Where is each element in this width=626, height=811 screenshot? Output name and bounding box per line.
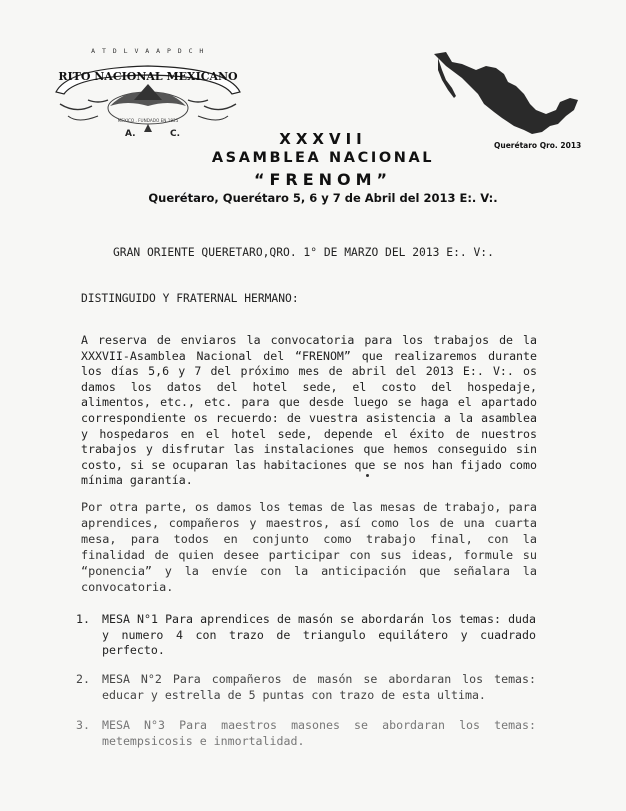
rito-nacional-logo xyxy=(48,44,248,140)
mesa-text: MESA N°1 Para aprendices de masón se abordarán los temas: duda y numero 4 con trazo de triangulo equilátero y cuadrado perfecto. xyxy=(102,612,536,658)
mesa-number: 2. xyxy=(76,672,90,686)
mexico-map xyxy=(432,48,582,143)
logo-top-text: A T D L V A A P D C H xyxy=(91,47,205,55)
logo-suffix-right: C. xyxy=(170,129,181,139)
frenom-title: “FRENOM” xyxy=(253,170,393,189)
map-caption: Querétaro Qro. 2013 xyxy=(494,141,582,150)
logo-suffix-left: A. xyxy=(125,129,136,139)
list-item-mesa-2 xyxy=(76,672,536,703)
list-item-mesa-3 xyxy=(76,718,536,749)
mesa-number: 3. xyxy=(76,718,90,732)
logo-ring-text: MEXICO . FUNDADO EN 1825 xyxy=(117,118,179,123)
logo-name: RITO NACIONAL MEXICANO xyxy=(58,70,238,83)
mesa-text: MESA N°3 Para maestros masones se abordaran los temas: metempsicosis e inmortalidad. xyxy=(102,718,536,748)
paragraph-2: Por otra parte, os damos los temas de las mesas de trabajo, para aprendices, compañeros y maestros, así como los de una cuarta mesa, para todos en conjunto como trabajo final, con la finalidad de quien desee participar con sus ideas, formule su “ponencia” y la envíe con la anticipación que señalara la convocatoria. xyxy=(81,500,537,594)
assembly-title: ASAMBLEA NACIONAL xyxy=(211,150,435,166)
assembly-location-date: Querétaro, Querétaro 5, 6 y 7 de Abril del 2013 E:. V:. xyxy=(148,191,498,205)
letter-date-line: GRAN ORIENTE QUERETARO,QRO. 1° DE MARZO DEL 2013 E:. V:. xyxy=(113,246,494,259)
mesa-text: MESA N°2 Para compañeros de masón se abordaran los temas: educar y estrella de 5 puntas con trazo de esta ultima. xyxy=(102,672,536,702)
paragraph-1: A reserva de enviaros la convocatoria para los trabajos de la XXXVII-Asamblea Nacional del “FRENOM” que realizaremos durante los días 5,6 y 7 del próximo mes de abril del 2013 E:. V:. os damos los datos del hotel sede, el costo del hospedaje, alimentos, etc., etc. para que desde luego se haga el apartado correspondiente os recuerdo: de vuestra asistencia a la asamblea y hospedaros en el hotel sede, depende el éxito de nuestros trabajos y disfrutar las instalaciones que hemos conseguido sin costo, si se ocuparan las habitaciones que se nos han fijado como mínima garantía. xyxy=(81,333,537,488)
mesa-number: 1. xyxy=(76,612,90,626)
stray-dot xyxy=(366,474,369,477)
letter-greeting: DISTINGUIDO Y FRATERNAL HERMANO: xyxy=(81,292,299,305)
list-item-mesa-1 xyxy=(76,612,536,659)
assembly-number: XXXVII xyxy=(279,130,367,148)
